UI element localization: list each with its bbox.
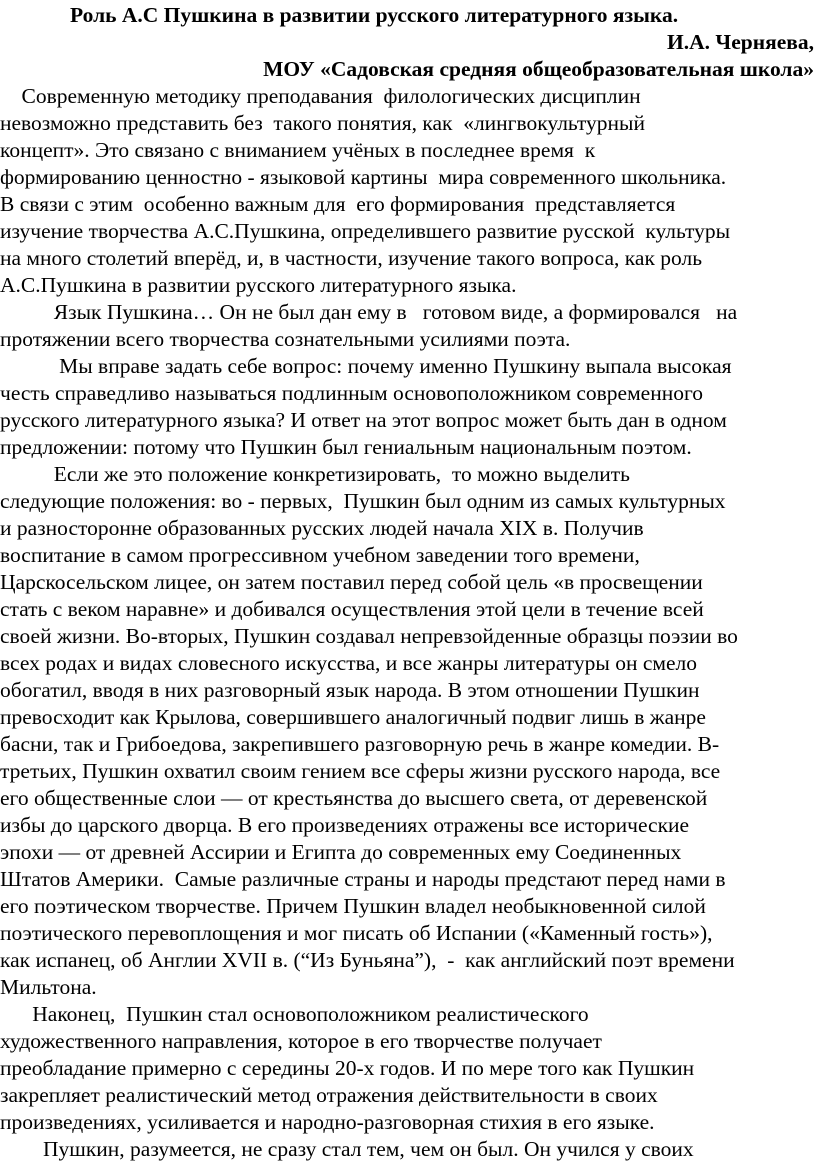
body-line: превосходит как Крылова, совершившего аналогичный подвиг лишь в жанре <box>0 705 706 729</box>
body-line: Если же это положение конкретизировать, то можно выделить <box>0 462 630 486</box>
body-line: Современную методику преподавания филологических дисциплин <box>0 84 641 108</box>
body-line: всех родах и видах словесного искусства, и все жанры литературы он смело <box>0 651 698 675</box>
body-line: своей жизни. Во-вторых, Пушкин создавал непревзойденные образцы поэзии во <box>0 624 738 648</box>
body-line: художественного направления, которое в его творчестве получает <box>0 1029 602 1053</box>
body-line: его общественные слои — от крестьянства до высшего света, от деревенской <box>0 786 708 810</box>
body-line: Мильтона. <box>0 975 97 999</box>
body-line: произведениях, усиливается и народно-разговорная стихия в его языке. <box>0 1110 655 1134</box>
body-line: русского литературного языка? И ответ на этот вопрос может быть дан в одном <box>0 408 727 432</box>
body-line: Язык Пушкина… Он не был дан ему в готовом виде, а формировался на <box>0 300 738 324</box>
body-line: избы до царского дворца. В его произведениях отражены все исторические <box>0 813 690 837</box>
school-name: МОУ «Садовская средняя общеобразовательная школа» <box>263 57 814 81</box>
body-line: А.С.Пушкина в развитии русского литературного языка. <box>0 273 517 297</box>
body-line: обогатил, вводя в них разговорный язык народа. В этом отношении Пушкин <box>0 678 700 702</box>
body-line: Царскосельском лицее, он затем поставил перед собой цель «в просвещении <box>0 570 703 594</box>
body-line: закрепляет реалистический метод отражения действительности в своих <box>0 1083 658 1107</box>
body-line: протяжении всего творчества сознательными усилиями поэта. <box>0 327 571 351</box>
body-line: как испанец, об Англии XVII в. (“Из Буньяна”), - как английский поэт времени <box>0 948 735 972</box>
author-name: И.А. Черняева, <box>667 30 814 54</box>
body-line: изучение творчества А.С.Пушкина, определившего развитие русской культуры <box>0 219 731 243</box>
body-line: предложении: потому что Пушкин был гениальным национальным поэтом. <box>0 435 692 459</box>
body-line: стать с веком наравне» и добивался осуществления этой цели в течение всей <box>0 597 704 621</box>
body-line: формированию ценностно - языковой картины мира современного школьника. <box>0 165 727 189</box>
body-line: воспитание в самом прогрессивном учебном заведении того времени, <box>0 543 640 567</box>
body-line: невозможно представить без такого понятия, как «лингвокультурный <box>0 111 645 135</box>
body-line: Штатов Америки. Самые различные страны и народы предстают перед нами в <box>0 867 726 891</box>
body-line: на много столетий вперёд, и, в частности, изучение такого вопроса, как роль <box>0 246 703 270</box>
body-line: басни, так и Грибоедова, закрепившего разговорную речь в жанре комедии. В- <box>0 732 720 756</box>
body-line: его поэтическом творчестве. Причем Пушкин владел необыкновенной силой <box>0 894 706 918</box>
body-line: честь справедливо называться подлинным основоположником современного <box>0 381 704 405</box>
body-line: концепт». Это связано с вниманием учёных в последнее время к <box>0 138 596 162</box>
body-line: Пушкин, разумеется, не сразу стал тем, чем он был. Он учился у своих <box>0 1137 694 1161</box>
body-line: Наконец, Пушкин стал основоположником реалистического <box>0 1002 589 1026</box>
body-line: В связи с этим особенно важным для его формирования представляется <box>0 192 676 216</box>
body-line: и разносторонне образованных русских людей начала XIX в. Получив <box>0 516 644 540</box>
body-line: эпохи — от древней Ассирии и Египта до современных ему Соединенных <box>0 840 682 864</box>
body-line: следующие положения: во - первых, Пушкин был одним из самых культурных <box>0 489 726 513</box>
document-title: Роль А.С Пушкина в развитии русского литературного языка. <box>70 3 679 27</box>
body-line: преобладание примерно с середины 20-х годов. И по мере того как Пушкин <box>0 1056 695 1080</box>
body-line: Мы вправе задать себе вопрос: почему именно Пушкину выпала высокая <box>0 354 732 378</box>
body-line: поэтического перевоплощения и мог писать об Испании («Каменный гость»), <box>0 921 713 945</box>
body-line: третьих, Пушкин охватил своим гением все сферы жизни русского народа, все <box>0 759 721 783</box>
